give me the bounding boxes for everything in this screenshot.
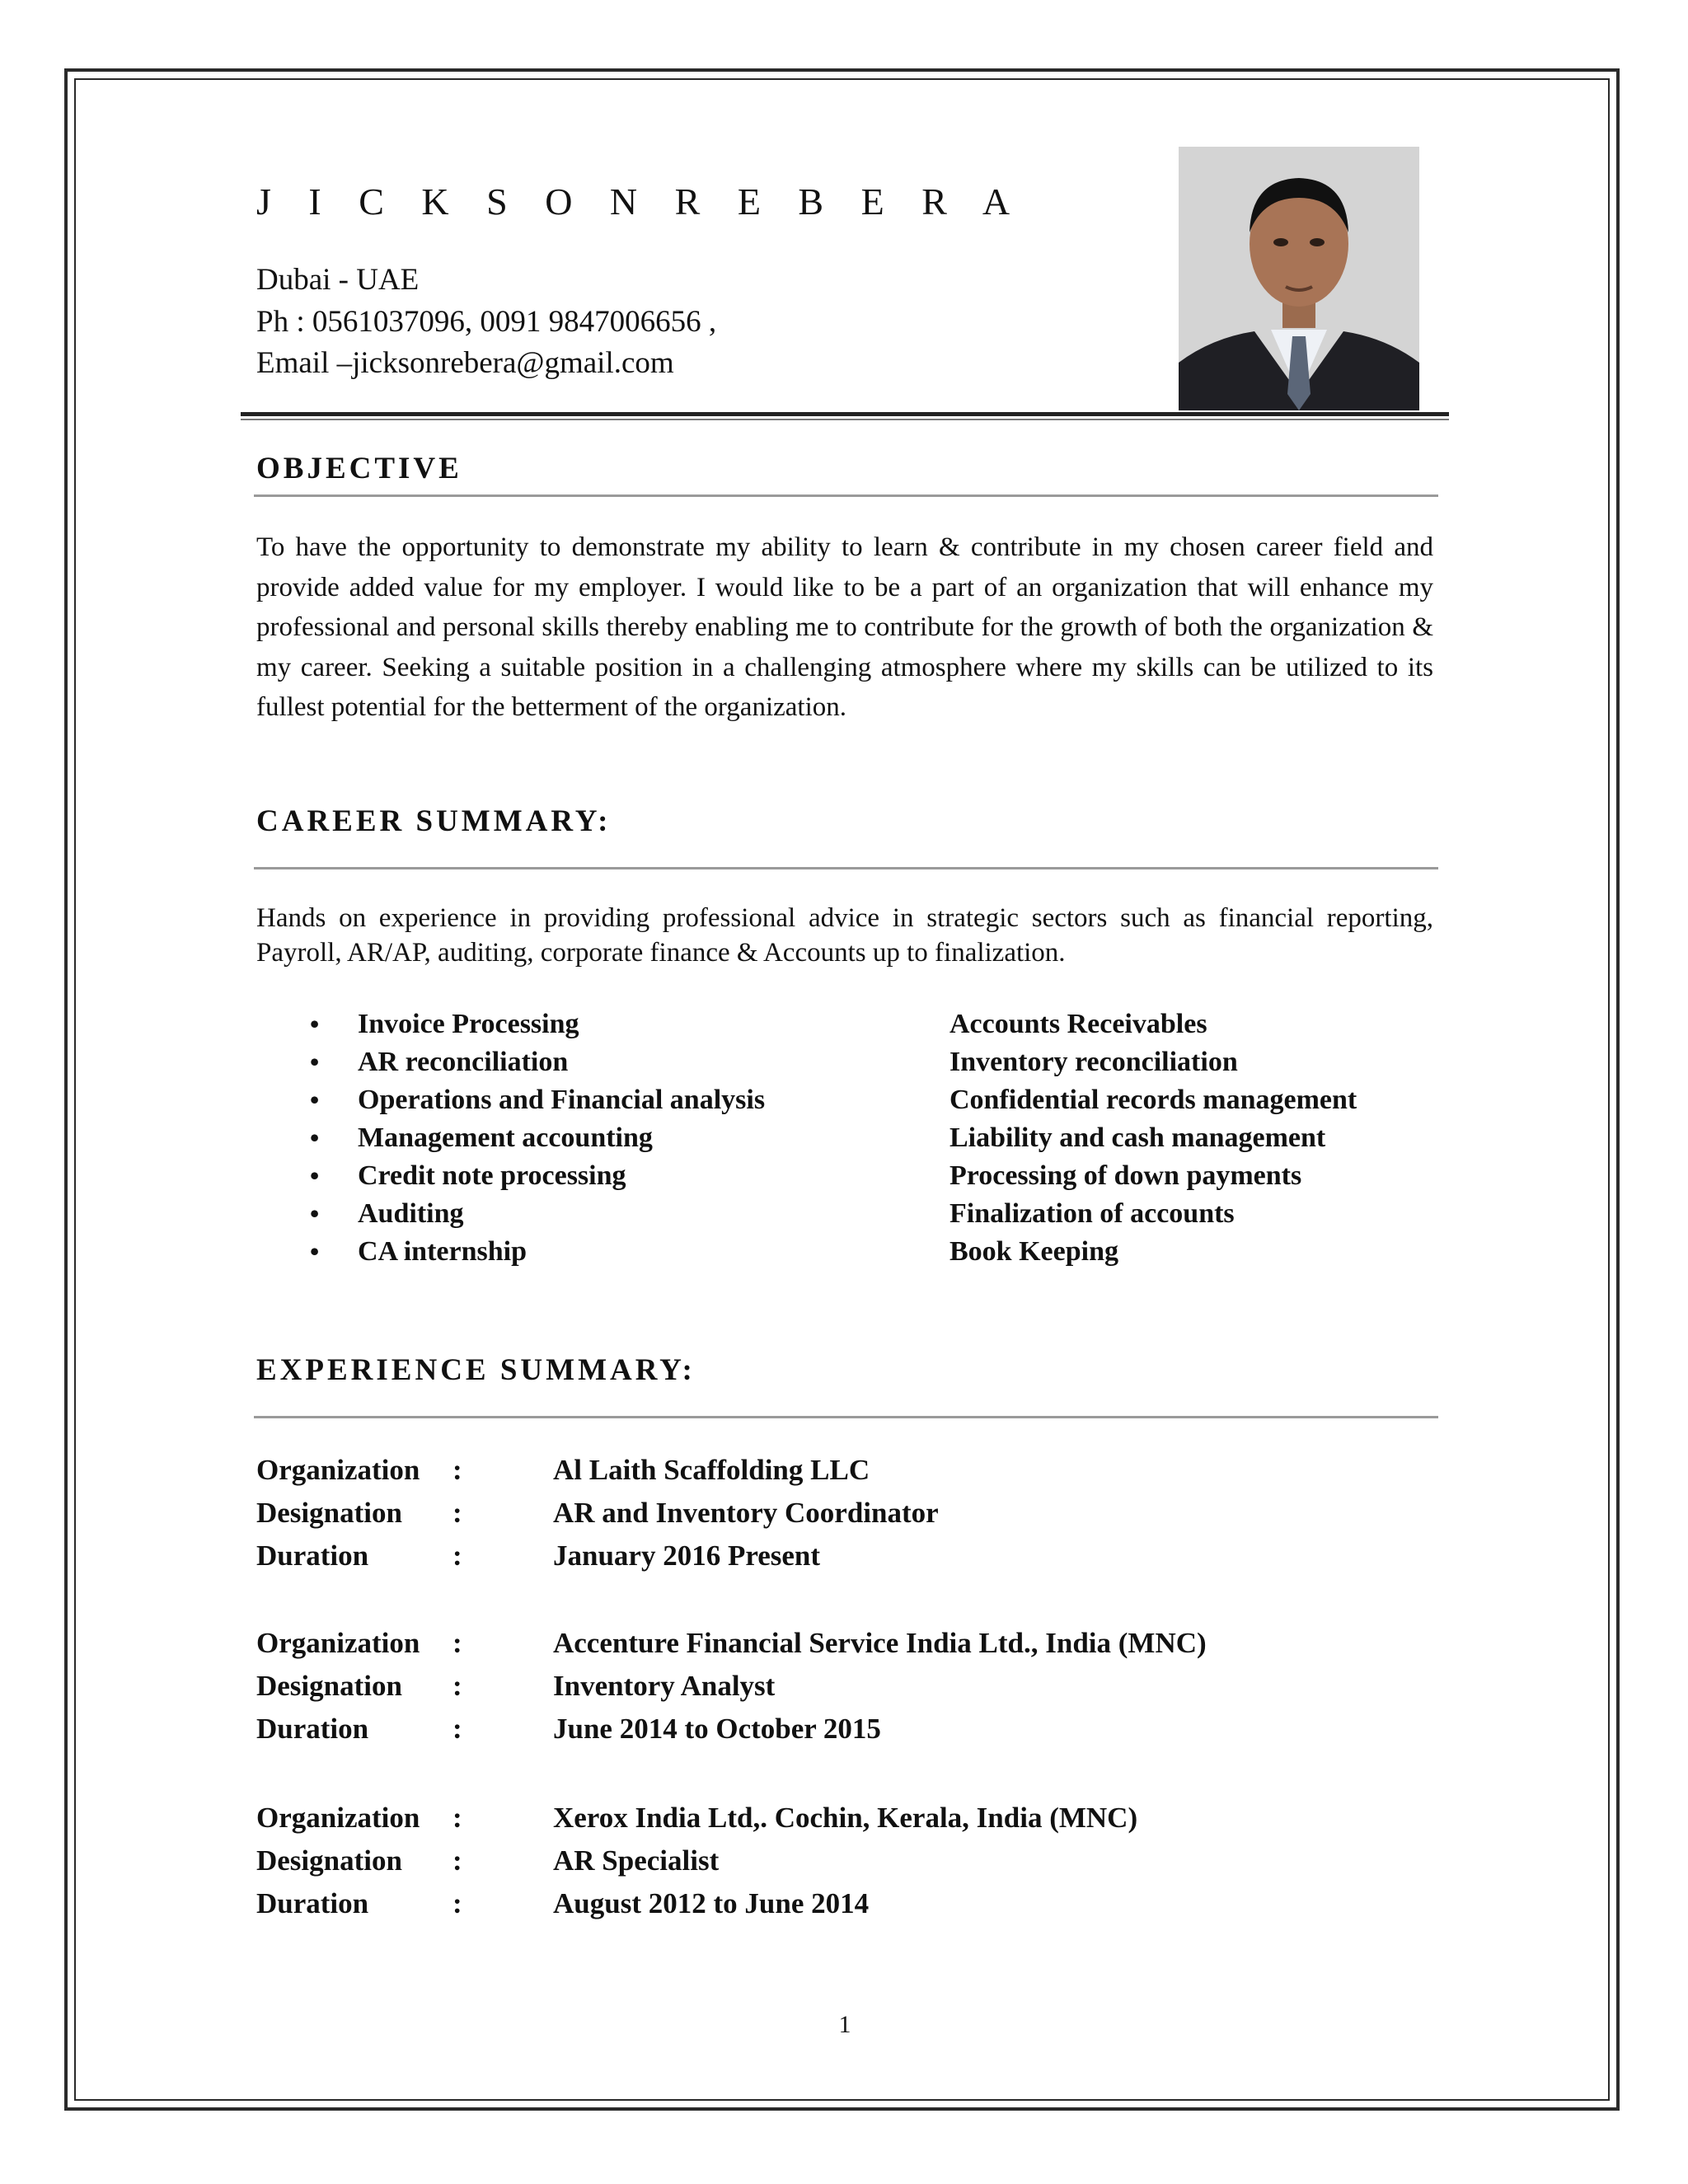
duration-value: June 2014 to October 2015	[553, 1713, 881, 1745]
experience-entry	[256, 1627, 1443, 1755]
skill-left: Operations and Financial analysis	[358, 1085, 766, 1115]
duration-row	[256, 1713, 1443, 1755]
bullet-icon: •	[310, 1047, 320, 1076]
skill-right: Accounts Receivables	[950, 1009, 1207, 1039]
skill-right: Confidential records management	[950, 1085, 1357, 1115]
colon: :	[452, 1627, 462, 1659]
skill-left: Auditing	[358, 1198, 464, 1229]
candidate-name: J I C K S O N R E B E R A	[256, 180, 1025, 223]
duration-label: Duration	[256, 1887, 369, 1919]
designation-value: AR and Inventory Coordinator	[553, 1497, 939, 1529]
duration-row	[256, 1540, 1443, 1582]
email: Email –jicksonrebera@gmail.com	[256, 346, 674, 380]
bullet-icon: •	[310, 1122, 320, 1152]
colon: :	[452, 1540, 462, 1572]
location: Dubai - UAE	[256, 263, 420, 297]
duration-row	[256, 1887, 1443, 1930]
designation-value: AR Specialist	[553, 1844, 720, 1877]
phone: Ph : 0561037096, 0091 9847006656 ,	[256, 305, 717, 339]
skill-right: Finalization of accounts	[950, 1198, 1235, 1229]
list-item	[256, 1047, 1443, 1085]
list-item	[256, 1198, 1443, 1236]
organization-row	[256, 1627, 1443, 1670]
header-divider-thin	[241, 419, 1449, 420]
bullet-icon: •	[310, 1085, 320, 1114]
skill-right: Liability and cash management	[950, 1122, 1326, 1153]
duration-label: Duration	[256, 1540, 369, 1572]
designation-value: Inventory Analyst	[553, 1670, 776, 1702]
colon: :	[452, 1713, 462, 1745]
skill-right: Inventory reconciliation	[950, 1047, 1238, 1077]
skill-right: Book Keeping	[950, 1236, 1118, 1267]
career-summary-heading: CAREER SUMMARY:	[256, 804, 612, 838]
organization-label: Organization	[256, 1627, 420, 1659]
colon: :	[452, 1497, 462, 1529]
skill-left: Invoice Processing	[358, 1009, 579, 1039]
skill-left: Credit note processing	[358, 1160, 626, 1191]
career-summary-text: Hands on experience in providing professional advice in strategic sectors such as financial reporting, Payroll, AR/AP, auditing, corporate finance & Accounts up to finalization.	[256, 903, 1433, 968]
organization-value: Al Laith Scaffolding LLC	[553, 1454, 870, 1486]
skill-right: Processing of down payments	[950, 1160, 1302, 1191]
organization-row	[256, 1802, 1443, 1844]
skill-left: CA internship	[358, 1236, 527, 1267]
career-summary-divider	[254, 867, 1438, 869]
experience-summary-heading: EXPERIENCE SUMMARY:	[256, 1353, 696, 1387]
objective-divider	[254, 494, 1438, 497]
colon: :	[452, 1670, 462, 1702]
objective-text: To have the opportunity to demonstrate my ability to learn & contribute in my chosen career field and provide added value for my employer. I would like to be a part of an organization that will enhance my professional and personal skills thereby enabling me to contribute for the growth of both the organization & my career. Seeking a suitable position in a challenging atmosphere where my skills can be utilized to its fullest potential for the betterment of the organization.	[256, 532, 1433, 722]
experience-entry	[256, 1802, 1443, 1930]
organization-row	[256, 1454, 1443, 1497]
skill-left: Management accounting	[358, 1122, 653, 1153]
bullet-icon: •	[310, 1009, 320, 1038]
designation-label: Designation	[256, 1670, 402, 1702]
bullet-icon: •	[310, 1198, 320, 1228]
organization-label: Organization	[256, 1454, 420, 1486]
objective-heading: OBJECTIVE	[256, 452, 462, 485]
colon: :	[452, 1454, 462, 1486]
organization-value: Xerox India Ltd,. Cochin, Kerala, India (MNC)	[553, 1802, 1138, 1834]
colon: :	[452, 1887, 462, 1919]
experience-summary-divider	[254, 1416, 1438, 1418]
designation-row	[256, 1844, 1443, 1887]
designation-row	[256, 1670, 1443, 1713]
designation-label: Designation	[256, 1844, 402, 1877]
skills-list	[256, 1009, 1443, 1274]
experience-entry	[256, 1454, 1443, 1582]
skill-left: AR reconciliation	[358, 1047, 569, 1077]
profile-photo	[1179, 147, 1419, 410]
duration-value: January 2016 Present	[553, 1540, 821, 1572]
organization-label: Organization	[256, 1802, 420, 1834]
colon: :	[452, 1844, 462, 1877]
bullet-icon: •	[310, 1236, 320, 1266]
colon: :	[452, 1802, 462, 1834]
page-number: 1	[838, 2011, 851, 2038]
person-portrait-icon	[1179, 147, 1419, 410]
designation-label: Designation	[256, 1497, 402, 1529]
list-item	[256, 1009, 1443, 1047]
duration-label: Duration	[256, 1713, 369, 1745]
designation-row	[256, 1497, 1443, 1540]
list-item	[256, 1122, 1443, 1160]
list-item	[256, 1085, 1443, 1122]
list-item	[256, 1236, 1443, 1274]
list-item	[256, 1160, 1443, 1198]
organization-value: Accenture Financial Service India Ltd., India (MNC)	[553, 1627, 1207, 1659]
header-divider	[241, 412, 1449, 416]
bullet-icon: •	[310, 1160, 320, 1190]
duration-value: August 2012 to June 2014	[553, 1887, 870, 1919]
